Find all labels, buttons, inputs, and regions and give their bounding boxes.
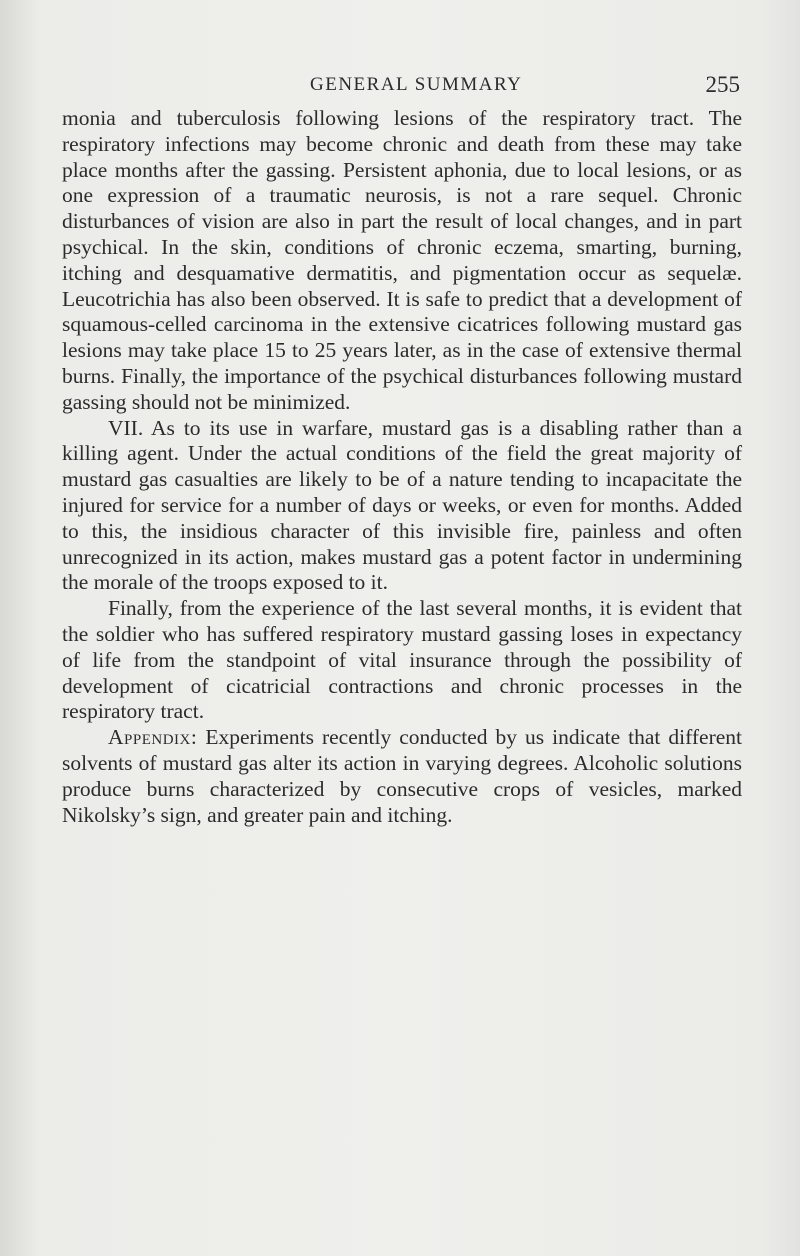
paragraph-continuation: monia and tuberculosis following lesions of the respiratory tract. The respiratory infections may become chronic and death from these may take place months after the gassing. Persistent aphonia, due to local lesions, or as one expression of a traumatic neurosis, is not a rare sequel. Chronic disturbances of vision are also in part the result of local changes, and in part psychical. In the skin, conditions of chronic eczema, smarting, burning, itching and desquamative dermatitis, and pigmentation occur as sequelæ. Leucotrichia has also been observed. It is safe to predict that a development of squamous-celled carcinoma in the extensive cicatrices following mustard gas lesions may take place 15 to 25 years later, as in the case of extensive thermal burns. Finally, the importance of the psychical disturbances following mustard gassing should not be minimized.	[62, 106, 742, 414]
appendix-lead: Appendix:	[108, 725, 198, 750]
paragraph-appendix	[62, 725, 742, 828]
appendix-text: Experiments recently conducted by us indicate that different solvents of mustard gas alter its action in varying degrees. Alcoholic solutions produce burns characterized by consecutive crops of vesicles, marked Nikolsky’s sign, and greater pain and itching.	[62, 725, 742, 827]
page-header	[60, 74, 740, 104]
paragraph-section-vii: VII. As to its use in warfare, mustard gas is a disabling rather than a killing agent. Under the actual conditions of the field the great majority of mustard gas casualties are likely to be of a nature tending to incapacitate the injured for service for a number of days or weeks, or even for months. Added to this, the insidious character of this invisible fire, painless and often unrecognized in its action, makes mustard gas a potent factor in undermining the morale of the troops exposed to it.	[62, 415, 742, 595]
running-head: GENERAL SUMMARY	[310, 74, 523, 95]
body-text	[62, 106, 742, 828]
paragraph-finally: Finally, from the experience of the last several months, it is evident that the soldier who has suffered respiratory mustard gassing loses in expectancy of life from the standpoint of vital insurance through the possibility of development of cicatricial contractions and chronic processes in the respiratory tract.	[62, 596, 742, 724]
page-number: 255	[705, 72, 740, 97]
